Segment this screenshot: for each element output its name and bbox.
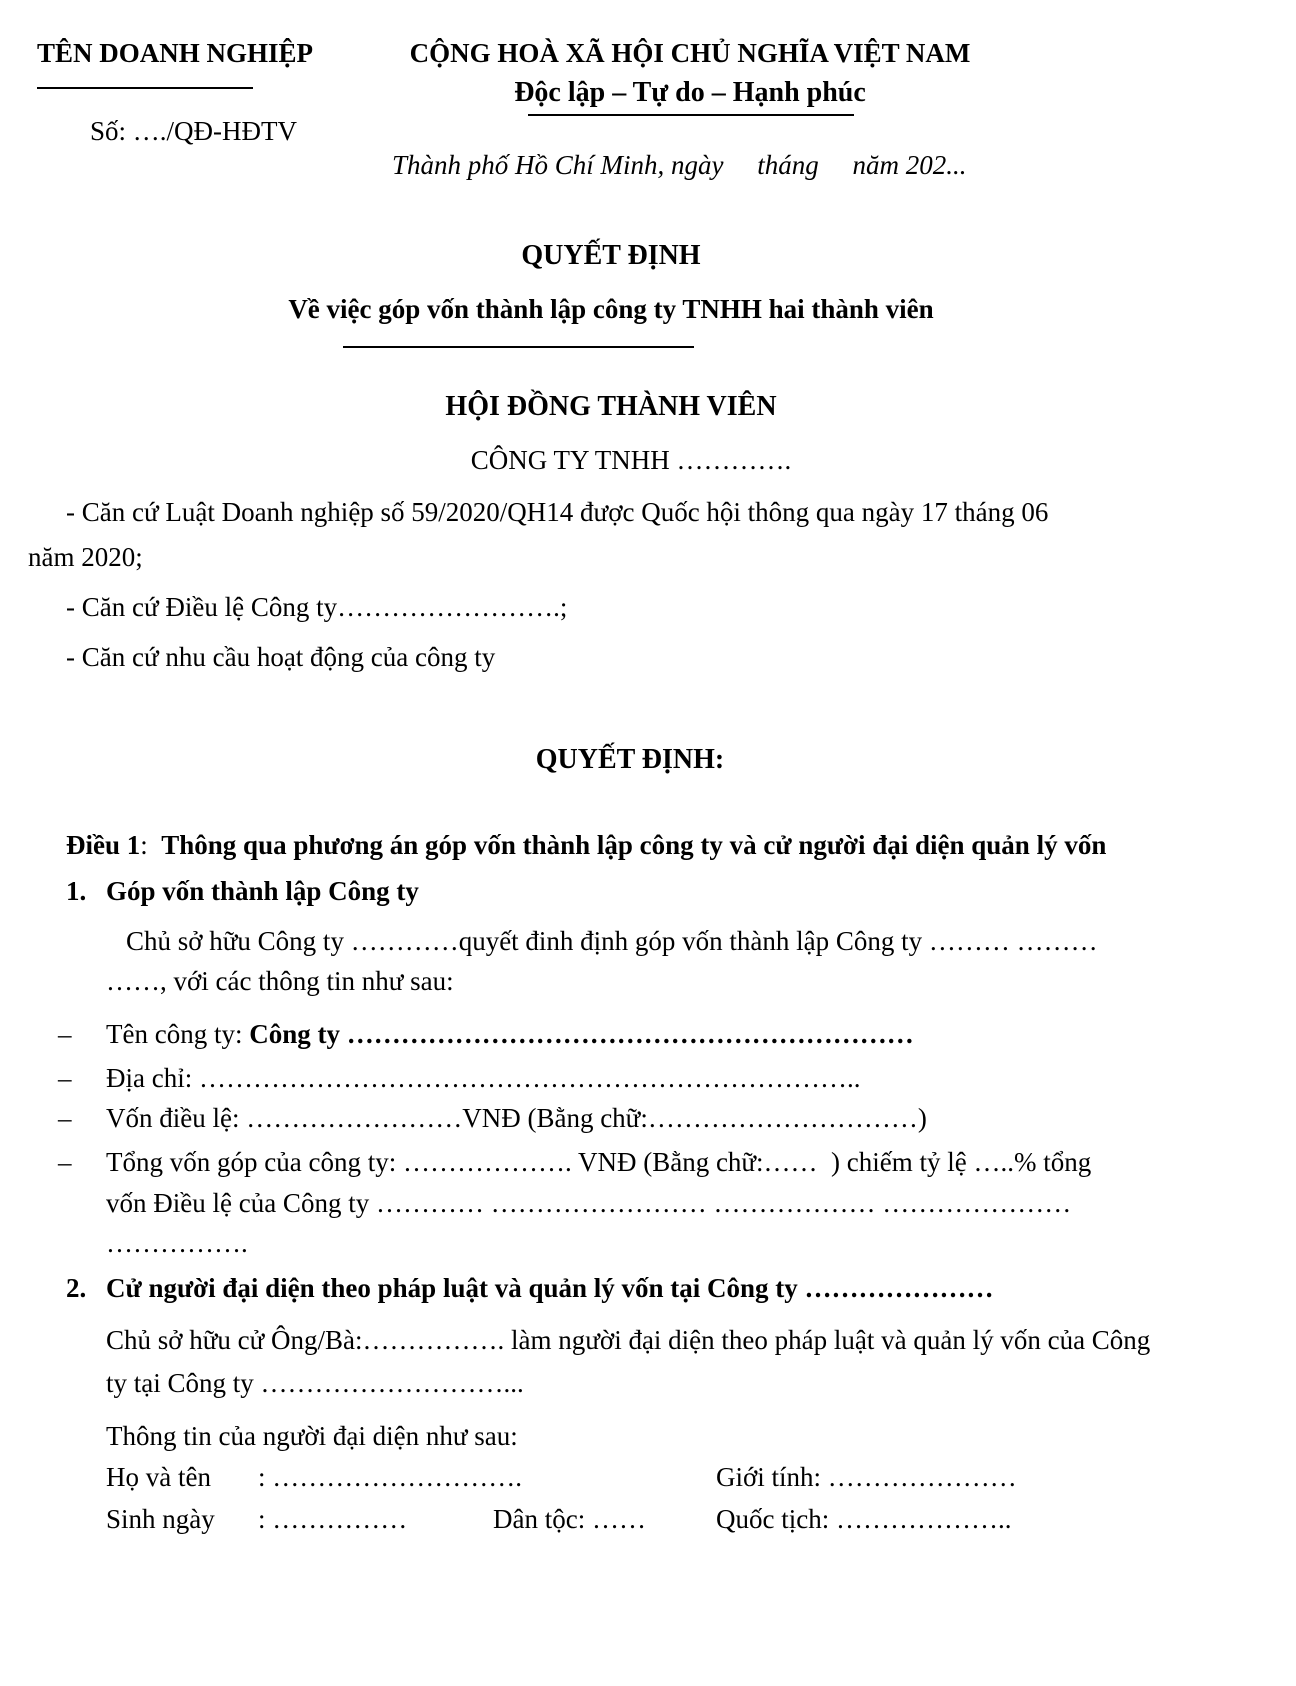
address-item: Địa chỉ: ………………………………………………………………..: [106, 1063, 861, 1093]
basis-charter: - Căn cứ Điều lệ Công ty…………………….;: [66, 592, 568, 622]
nationality-field: Quốc tịch: ………………..: [716, 1504, 1012, 1534]
motto-underline: [528, 114, 854, 116]
title-divider: [343, 346, 694, 348]
decision-title: QUYẾT ĐỊNH: [521, 240, 701, 271]
decision-subject: Về việc góp vốn thành lập công ty TNHH hai thành viên: [288, 294, 934, 324]
document-number: Số: …./QĐ-HĐTV: [90, 116, 297, 146]
basis-law-line1: - Căn cứ Luật Doanh nghiệp số 59/2020/QH14 được Quốc hội thông qua ngày 17 tháng 06: [66, 497, 1049, 527]
decision-heading: QUYẾT ĐỊNH:: [535, 744, 725, 775]
ethnicity-field: Dân tộc: ……: [493, 1504, 646, 1534]
national-title: CỘNG HOÀ XÃ HỘI CHỦ NGHĨA VIỆT NAM: [409, 38, 971, 68]
gender-field: Giới tính: …………………: [716, 1462, 1017, 1492]
section-1-intro-line2: ……, với các thông tin như sau:: [106, 966, 454, 996]
full-name-label: Họ và tên: [106, 1462, 211, 1492]
section-2-para-line2: ty tại Công ty ………………………...: [106, 1368, 524, 1398]
bullet-dash: –: [58, 1103, 72, 1133]
total-contribution-line1: Tổng vốn góp của công ty: ………………. VNĐ (Bằng chữ:…… ) chiếm tỷ lệ …..% tổng: [106, 1147, 1092, 1177]
national-motto: Độc lập – Tự do – Hạnh phúc: [514, 77, 866, 108]
date-line: Thành phố Hồ Chí Minh, ngày tháng năm 202...: [392, 150, 967, 180]
company-name: TÊN DOANH NGHIỆP: [36, 38, 314, 68]
section-1-title: Góp vốn thành lập Công ty: [106, 876, 419, 906]
article-1-colon: :: [140, 830, 148, 860]
section-2-para-line1: Chủ sở hữu cử Ông/Bà:……………. làm người đại diện theo pháp luật và quản lý vốn của Công: [106, 1325, 1151, 1355]
section-1-intro-line1: Chủ sở hữu Công ty …………quyết đinh định góp vốn thành lập Công ty ……… ………: [126, 926, 1098, 956]
full-name-value: : ……………………….: [258, 1462, 523, 1492]
bullet-dash: –: [58, 1063, 72, 1093]
company-underline: [37, 87, 253, 89]
total-contribution-line2: vốn Điều lệ của Công ty ………… …………………… ……………… …………………: [106, 1188, 1072, 1218]
bullet-dash: –: [58, 1019, 72, 1049]
council-company: CÔNG TY TNHH ………….: [470, 445, 792, 475]
basis-needs: - Căn cứ nhu cầu hoạt động của công ty: [66, 642, 496, 672]
company-name-label: Tên công ty:: [106, 1019, 250, 1049]
section-1-number: 1.: [66, 876, 87, 906]
council-heading: HỘI ĐỒNG THÀNH VIÊN: [445, 391, 777, 422]
total-contribution-line3: …………….: [106, 1228, 248, 1258]
bullet-dash: –: [58, 1147, 72, 1177]
section-2-number: 2.: [66, 1273, 87, 1303]
article-1-heading: [66, 830, 1106, 861]
representative-info-intro: Thông tin của người đại diện như sau:: [106, 1421, 518, 1451]
date-of-birth-label: Sinh ngày: [106, 1504, 215, 1534]
article-1-title: Thông qua phương án góp vốn thành lập công ty và cử người đại diện quản lý vốn: [161, 830, 1107, 860]
date-of-birth-value: : ……………: [258, 1504, 408, 1534]
company-name-value: Công ty ………………………………………………………: [249, 1019, 914, 1049]
article-1-label: Điều 1: [66, 830, 141, 860]
company-name-item: [106, 1019, 914, 1050]
section-2-title: Cử người đại diện theo pháp luật và quản lý vốn tại Công ty …………………: [106, 1273, 994, 1303]
charter-capital-item: Vốn điều lệ: ……………………VNĐ (Bằng chữ:…………………………): [106, 1103, 927, 1133]
basis-law-line2: năm 2020;: [28, 542, 143, 572]
